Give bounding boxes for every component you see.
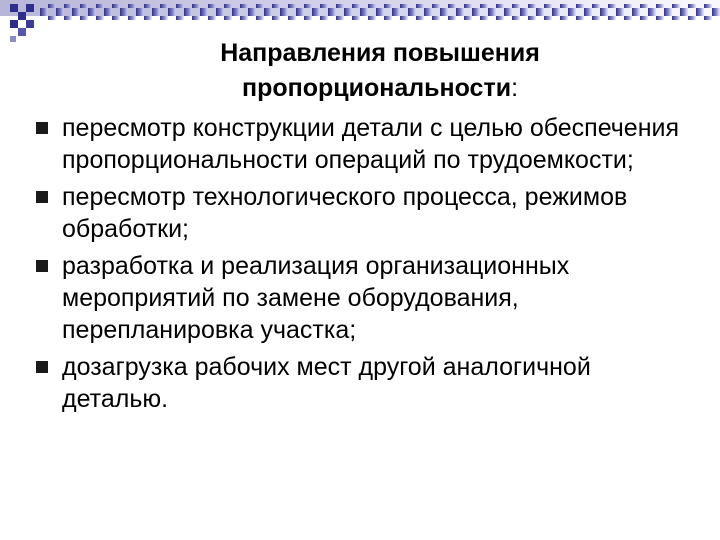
- title-line-1: Направления повышения: [220, 39, 540, 67]
- list-item-text: дозагрузка рабочих мест другой аналогичной деталью.: [62, 353, 591, 413]
- list-item-text: разработка и реализация организационных мероприятий по замене оборудования, перепланировка участка;: [62, 252, 570, 344]
- square-bullet-icon: [36, 361, 48, 373]
- list-item: [30, 351, 700, 415]
- list-item: [30, 250, 700, 346]
- square-bullet-icon: [36, 260, 48, 272]
- list-item: [30, 181, 700, 245]
- square-bullet-icon: [36, 191, 48, 203]
- title-colon: :: [511, 74, 519, 102]
- title-line-2-text: пропорциональности: [241, 74, 512, 102]
- list-item-text: пересмотр технологического процесса, режимов обработки;: [62, 183, 628, 243]
- slide-title: [170, 36, 590, 106]
- bullet-list: [30, 112, 700, 420]
- title-line-2: [170, 71, 590, 106]
- list-item: [30, 112, 700, 176]
- square-bullet-icon: [36, 122, 48, 134]
- list-item-text: пересмотр конструкции детали с целью обеспечения пропорциональности операций по трудоемкости;: [62, 114, 680, 174]
